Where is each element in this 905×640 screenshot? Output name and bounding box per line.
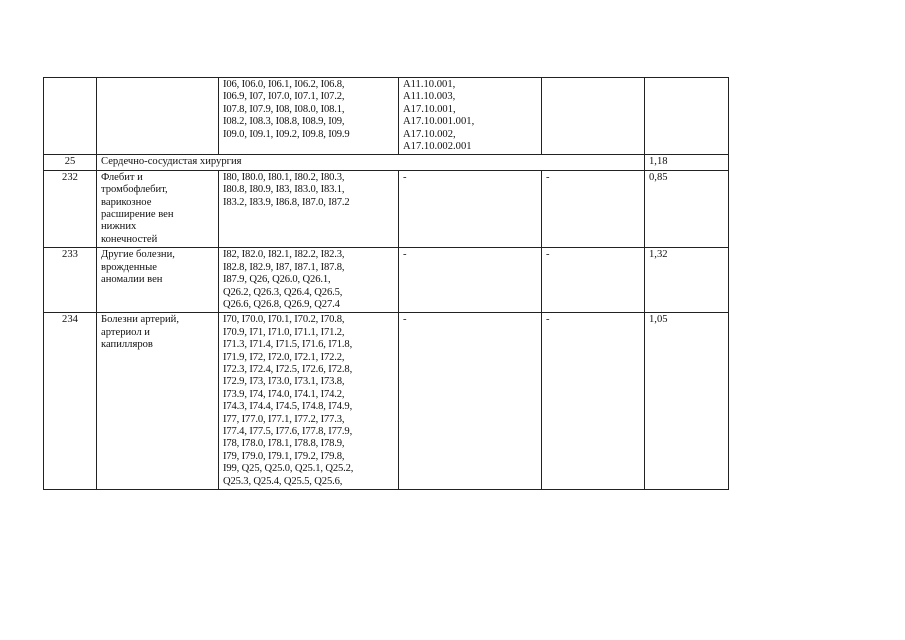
row-number: 233 [44, 248, 97, 313]
row-number [44, 78, 97, 155]
icd-codes: I82, I82.0, I82.1, I82.2, I82.3, I82.8, I82.9, I87, I87.1, I87.8, I87.9, Q26, Q26.0, Q26.1, Q26.2, Q26.3, Q26.4, Q26.5, Q26.6, Q26.8, Q26.9, Q27.4 [219, 248, 399, 313]
table-row [44, 78, 729, 155]
coefficient: 1,32 [645, 248, 729, 313]
disease-name: Болезни артерий, артериол и капилляров [97, 313, 219, 490]
coefficient [645, 78, 729, 155]
disease-name [97, 78, 219, 155]
icd-codes: I80, I80.0, I80.1, I80.2, I80.3, I80.8, I80.9, I83, I83.0, I83.1, I83.2, I83.9, I86.8, I87.0, I87.2 [219, 170, 399, 247]
disease-name: Другие болезни, врожденные аномалии вен [97, 248, 219, 313]
coefficient: 1,05 [645, 313, 729, 490]
extra-criteria: - [542, 170, 645, 247]
section-coefficient: 1,18 [645, 155, 729, 170]
tariff-table [43, 77, 729, 490]
service-codes: - [399, 248, 542, 313]
disease-name: Флебит и тромбофлебит, варикозное расширение вен нижних конечностей [97, 170, 219, 247]
section-row [44, 155, 729, 170]
extra-criteria: - [542, 248, 645, 313]
section-title: Сердечно-сосудистая хирургия [97, 155, 645, 170]
table-row [44, 248, 729, 313]
table-row [44, 170, 729, 247]
service-codes: - [399, 170, 542, 247]
row-number: 232 [44, 170, 97, 247]
section-number: 25 [44, 155, 97, 170]
icd-codes: I70, I70.0, I70.1, I70.2, I70.8, I70.9, I71, I71.0, I71.1, I71.2, I71.3, I71.4, I71.5, I71.6, I71.8, I71.9, I72, I72.0, I72.1, I72.2, I72.3, I72.4, I72.5, I72.6, I72.8, I72.9, I73, I73.0, I73.1, I73.8, I73.9, I74, I74.0, I74.1, I74.2, I74.3, I74.4, I74.5, I74.8, I74.9, I77, I77.0, I77.1, I77.2, I77.3, I77.4, I77.5, I77.6, I77.8, I77.9, I78, I78.0, I78.1, I78.8, I78.9, I79, I79.0, I79.1, I79.2, I79.8, I99, Q25, Q25.0, Q25.1, Q25.2, Q25.3, Q25.4, Q25.5, Q25.6, [219, 313, 399, 490]
service-codes: - [399, 313, 542, 490]
row-number: 234 [44, 313, 97, 490]
table-row [44, 313, 729, 490]
coefficient: 0,85 [645, 170, 729, 247]
extra-criteria [542, 78, 645, 155]
icd-codes: I06, I06.0, I06.1, I06.2, I06.8, I06.9, I07, I07.0, I07.1, I07.2, I07.8, I07.9, I08, I08.0, I08.1, I08.2, I08.3, I08.8, I08.9, I09, I09.0, I09.1, I09.2, I09.8, I09.9 [219, 78, 399, 155]
service-codes: A11.10.001, A11.10.003, A17.10.001, A17.10.001.001, A17.10.002, A17.10.002.001 [399, 78, 542, 155]
extra-criteria: - [542, 313, 645, 490]
